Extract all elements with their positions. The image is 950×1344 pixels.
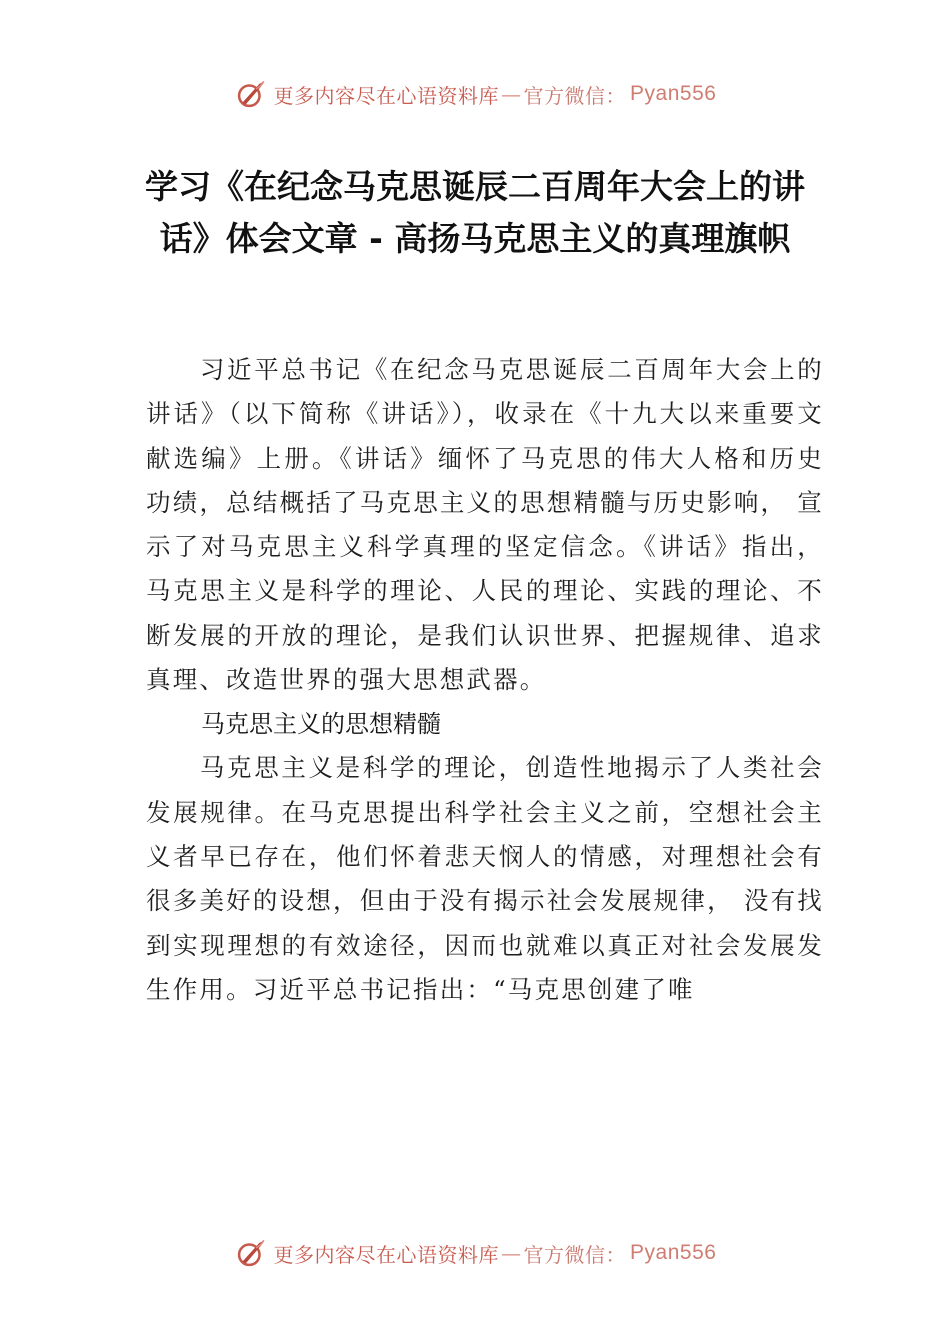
paragraph-2: 马克思主义是科学的理论，创造性地揭示了人类社会发展规律。在马克思提出科学社会主义之前，空想社会主义者早已存在，他们怀着悲天悯人的情感，对理想社会有很多美好的设想，但由于没有揭示社会发展规律， 没有找到实现理想的有效途径，因而也就难以真正对社会发展发生作用。习近平总书记指出：“马克思创建了唯: [146, 753, 824, 1004]
watermark-text: 更多内容尽在心语资料库: [273, 83, 500, 108]
document-title: 学习《在纪念马克思诞辰二百周年大会上的讲话》体会文章 - 高扬马克思主义的真理旗帜: [145, 167, 805, 258]
footer-watermark: [0, 1231, 950, 1275]
quill-pen-logo-icon: [234, 1236, 268, 1270]
document-body: [146, 348, 824, 1012]
watermark-wechat-label: 官方微信：: [523, 1242, 627, 1267]
quill-pen-logo-icon: [234, 77, 268, 111]
paragraph-1: 习近平总书记《在纪念马克思诞辰二百周年大会上的讲话》（以下简称《讲话》），收录在《十九大以来重要文献选编》上册。《讲话》缅怀了马克思的伟大人格和历史功绩，总结概括了马克思主义的思想精髓与历史影响， 宣示了对马克思主义科学真理的坚定信念。《讲话》指出，马克思主义是科学的理论、人民的理论、实践的理论、不断发展的开放的理论，是我们认识世界、把握规律、追求真理、改造世界的强大思想武器。: [146, 355, 824, 695]
header-watermark: [0, 72, 950, 116]
watermark-dash: —: [501, 82, 522, 106]
watermark-wechat-id: Pyan556: [630, 82, 717, 105]
watermark-dash: —: [501, 1241, 522, 1265]
watermark-text: 更多内容尽在心语资料库: [273, 1242, 500, 1267]
section-heading: 马克思主义的思想精髓: [201, 710, 441, 739]
watermark-wechat-id: Pyan556: [630, 1241, 717, 1264]
watermark-wechat-label: 官方微信：: [523, 83, 627, 108]
